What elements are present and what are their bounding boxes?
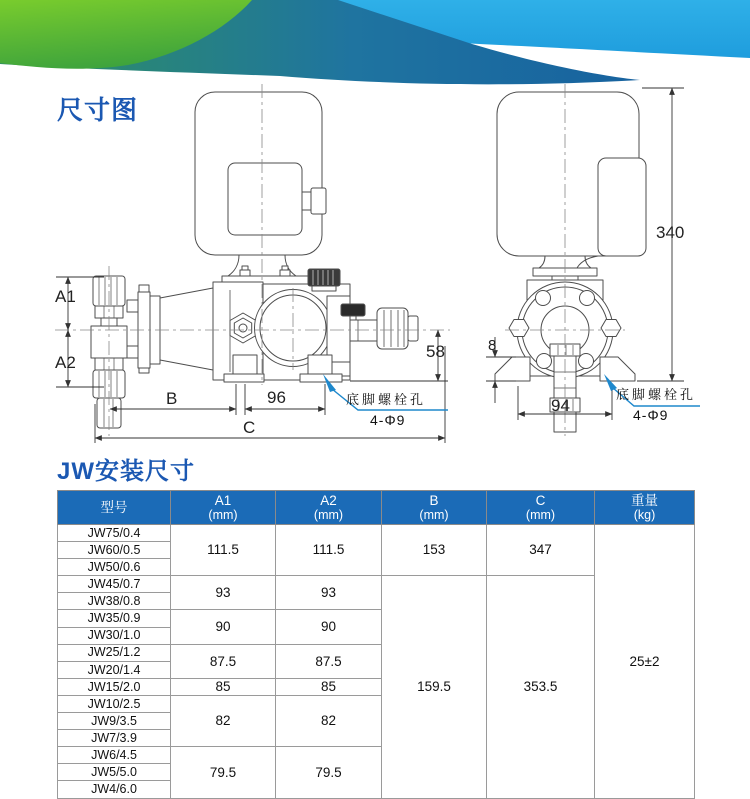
a2-value-cell: 79.5	[276, 747, 382, 798]
model-cell: JW25/1.2	[58, 644, 171, 661]
column-header: A2 (mm)	[276, 491, 382, 525]
dim-label-58: 58	[426, 342, 445, 361]
a2-value-cell: 93	[276, 576, 382, 610]
model-cell: JW15/2.0	[58, 678, 171, 695]
left-motor-connector	[311, 188, 326, 214]
dim-label-a1: A1	[55, 287, 76, 306]
a2-value-cell: 90	[276, 610, 382, 644]
a2-value-cell: 111.5	[276, 525, 382, 576]
dim-label-c: C	[243, 418, 256, 437]
a1-value-cell: 111.5	[171, 525, 276, 576]
spec-table	[57, 490, 695, 799]
right-hex-left	[509, 320, 529, 337]
c-value-cell: 353.5	[487, 576, 595, 798]
right-foot-bolt-note-spec: 4-Φ9	[633, 407, 669, 423]
model-cell: JW35/0.9	[58, 610, 171, 627]
right-foot-right	[600, 357, 635, 381]
left-foot-bolt-note: 底脚螺栓孔	[346, 392, 427, 407]
spec-table-body	[58, 525, 695, 799]
left-adjust-shaft	[350, 320, 377, 341]
model-cell: JW9/3.5	[58, 713, 171, 730]
left-motor-junction-box	[228, 163, 302, 235]
column-header: B (mm)	[382, 491, 487, 525]
c-value-cell: 347	[487, 525, 595, 576]
model-cell: JW75/0.4	[58, 525, 171, 542]
a1-value-cell: 85	[171, 678, 276, 695]
left-lock-knob	[341, 304, 365, 316]
right-foot-bolt-note: 底脚螺栓孔	[616, 387, 697, 402]
model-cell: JW30/1.0	[58, 627, 171, 644]
model-cell: JW7/3.9	[58, 730, 171, 747]
b-value-cell: 159.5	[382, 576, 487, 798]
column-header: 重量 (kg)	[595, 491, 695, 525]
a1-value-cell: 82	[171, 695, 276, 746]
left-motor-connector-neck	[302, 192, 311, 210]
model-cell: JW45/0.7	[58, 576, 171, 593]
a1-value-cell: 93	[171, 576, 276, 610]
left-foot-right	[300, 374, 342, 382]
model-cell: JW10/2.5	[58, 695, 171, 712]
table-row	[58, 525, 695, 542]
model-cell: JW50/0.6	[58, 559, 171, 576]
dim-label-a2: A2	[55, 353, 76, 372]
a1-value-cell: 79.5	[171, 747, 276, 798]
dim-label-340: 340	[656, 223, 685, 242]
right-hex-right	[601, 320, 621, 337]
model-cell: JW5/5.0	[58, 764, 171, 781]
dim-label-96: 96	[267, 388, 286, 407]
b-value-cell: 153	[382, 525, 487, 576]
model-cell: JW60/0.5	[58, 542, 171, 559]
a2-value-cell: 87.5	[276, 644, 382, 678]
model-cell: JW38/0.8	[58, 593, 171, 610]
page-title-dimension-drawing: 尺寸图	[57, 95, 139, 125]
left-foot-left	[224, 374, 264, 382]
a2-value-cell: 82	[276, 695, 382, 746]
a1-value-cell: 90	[171, 610, 276, 644]
model-cell: JW4/6.0	[58, 781, 171, 798]
model-cell: JW6/4.5	[58, 747, 171, 764]
page-title-install-dimensions: JW安装尺寸	[57, 458, 195, 485]
model-cell: JW20/1.4	[58, 661, 171, 678]
column-header: C (mm)	[487, 491, 595, 525]
left-handwheel	[377, 308, 408, 349]
column-header: 型号	[58, 491, 171, 525]
a2-value-cell: 85	[276, 678, 382, 695]
left-diaphragm-housing	[160, 288, 213, 370]
right-motor-junction-box	[598, 158, 646, 256]
column-header: A1 (mm)	[171, 491, 276, 525]
dim-label-b: B	[166, 389, 178, 408]
weight-value-cell: 25±2	[595, 525, 695, 799]
spec-table-head	[58, 491, 695, 525]
dim-label-94: 94	[551, 396, 570, 415]
dim-label-8: 8	[488, 337, 497, 354]
install-dimension-table-wrap	[57, 490, 694, 799]
a1-value-cell: 87.5	[171, 644, 276, 678]
left-foot-bolt-note-spec: 4-Φ9	[370, 412, 406, 428]
right-foot-left	[495, 357, 530, 381]
